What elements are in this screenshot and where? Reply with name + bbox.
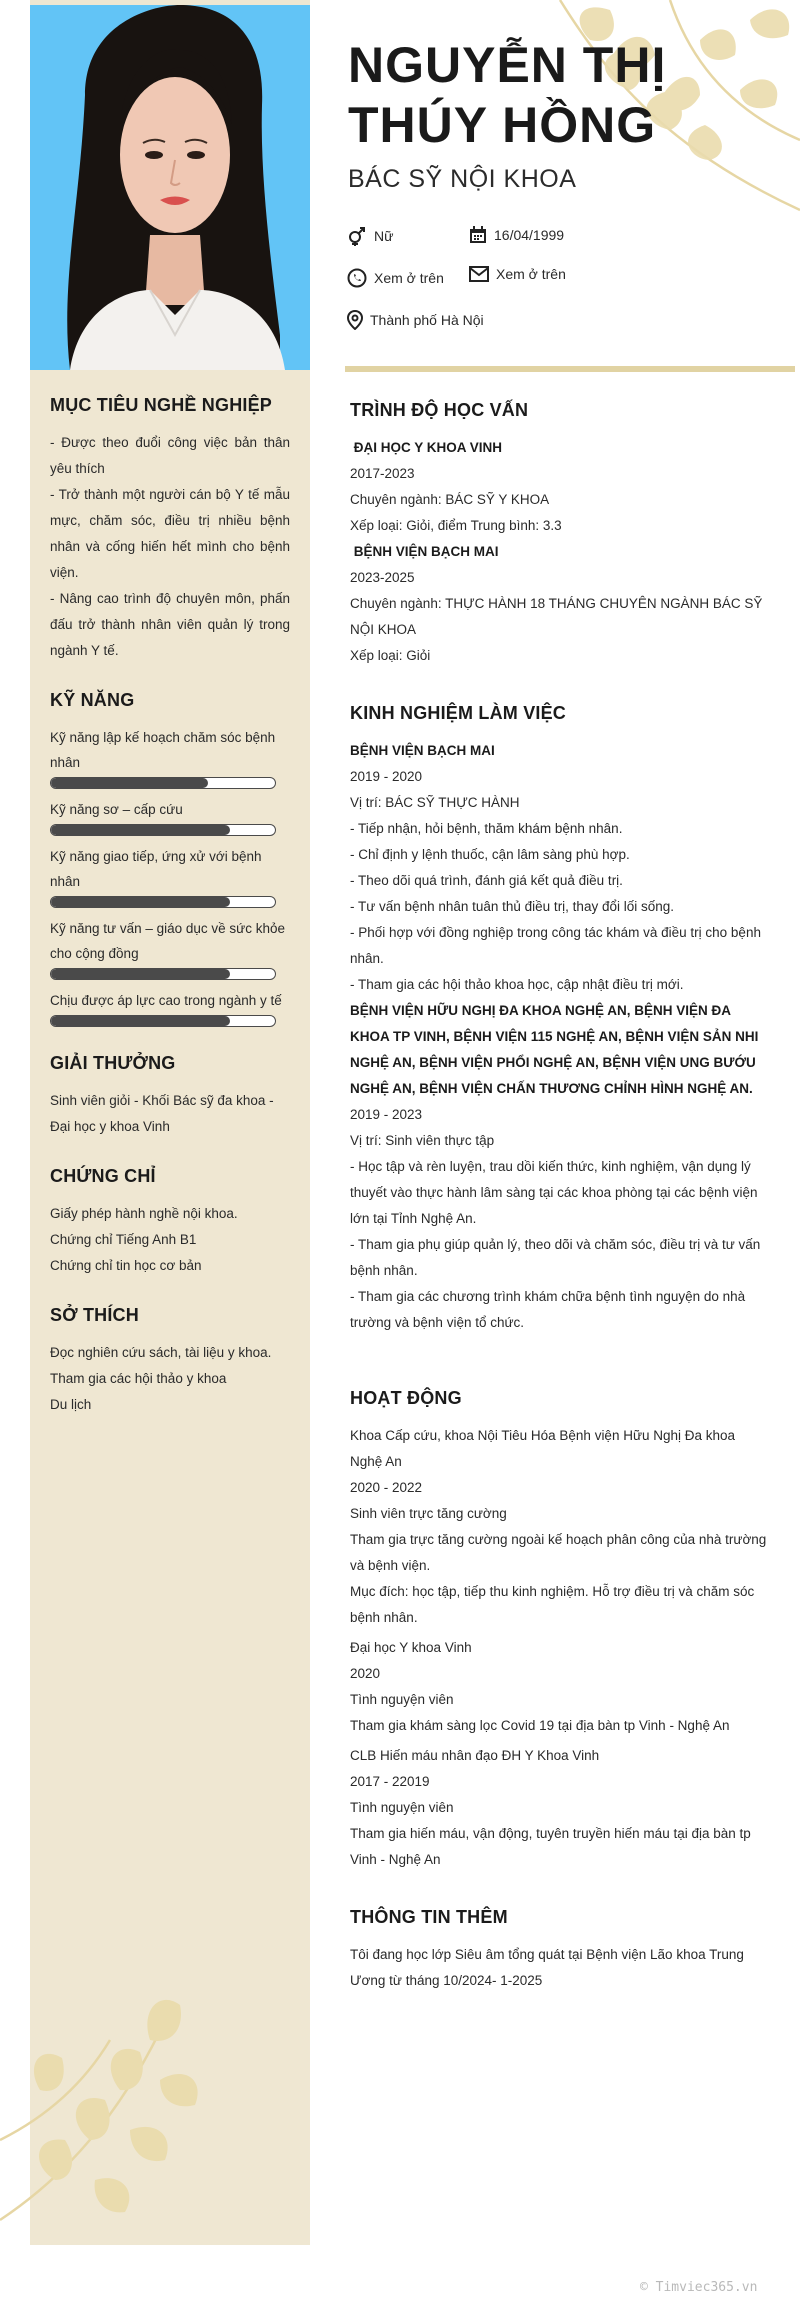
certificates-section bbox=[50, 1166, 290, 1279]
activity-desc: Tham gia hiến máu, vận động, tuyên truyền hiến máu tại địa bàn tp Vinh - Nghệ An bbox=[350, 1826, 751, 1867]
experience-task: - Tham gia các chương trình khám chữa bệnh tình nguyện do nhà trường và bệnh viện tổ chức. bbox=[350, 1289, 746, 1330]
sidebar bbox=[30, 0, 310, 2245]
experience-title: KINH NGHIỆM LÀM VIỆC bbox=[350, 703, 567, 723]
header bbox=[348, 35, 778, 194]
education-grade: Xếp loại: Giỏi bbox=[350, 648, 431, 663]
activity-desc: Tham gia khám sàng lọc Covid 19 tại địa bàn tp Vinh - Nghệ An bbox=[350, 1718, 730, 1733]
company-name: BỆNH VIỆN BẠCH MAI bbox=[350, 743, 495, 758]
experience-task: - Tư vấn bệnh nhân tuân thủ điều trị, thay đổi lối sống. bbox=[350, 899, 674, 914]
activity-desc: Tham gia trực tăng cường ngoài kế hoạch phân công của nhà trường và bệnh viện. bbox=[350, 1532, 767, 1573]
hobbies-section bbox=[50, 1305, 290, 1418]
skill-name: Kỹ năng sơ – cấp cứu bbox=[50, 802, 183, 817]
hobbies-title: SỞ THÍCH bbox=[50, 1305, 139, 1325]
address-item bbox=[347, 310, 484, 330]
email-value: Xem ở trên bbox=[496, 266, 566, 282]
phone-icon bbox=[347, 268, 367, 288]
objective-line: - Trở thành một người cán bộ Y tế mẫu mực, chăm sóc, điều trị nhiều bệnh nhân và cống hiến hết mình cho bệnh viện. bbox=[50, 487, 290, 580]
activity-item bbox=[350, 1423, 770, 1631]
skill-bar bbox=[50, 1015, 276, 1027]
skill-fill bbox=[51, 778, 208, 788]
skill-fill bbox=[51, 897, 230, 907]
skill-fill bbox=[51, 825, 230, 835]
profile-photo bbox=[30, 5, 310, 370]
activity-org: CLB Hiến máu nhân đạo ĐH Y Khoa Vinh bbox=[350, 1748, 600, 1763]
skill-name: Chịu được áp lực cao trong ngành y tế bbox=[50, 993, 282, 1008]
skill-item bbox=[50, 916, 290, 980]
phone-item bbox=[347, 268, 444, 288]
gender-icon bbox=[347, 226, 367, 246]
awards-title: GIẢI THƯỞNG bbox=[50, 1053, 176, 1073]
experience-task: - Chỉ định y lệnh thuốc, cận lâm sàng phù hợp. bbox=[350, 847, 630, 862]
certificates-title: CHỨNG CHỈ bbox=[50, 1166, 156, 1186]
skills-title: KỸ NĂNG bbox=[50, 690, 135, 710]
skill-bar bbox=[50, 777, 276, 789]
activity-period: 2017 - 22019 bbox=[350, 1774, 430, 1789]
education-section bbox=[350, 400, 770, 669]
award-line: Sinh viên giỏi - Khối Bác sỹ đa khoa - Đại học y khoa Vinh bbox=[50, 1093, 274, 1134]
school-name: BỆNH VIỆN BẠCH MAI bbox=[350, 544, 499, 559]
gender-item bbox=[347, 226, 393, 246]
education-item bbox=[350, 539, 770, 669]
experience-period: 2019 - 2023 bbox=[350, 1107, 423, 1122]
skill-name: Kỹ năng lập kế hoạch chăm sóc bệnh nhân bbox=[50, 730, 276, 770]
activity-role: Sinh viên trực tăng cường bbox=[350, 1506, 507, 1521]
experience-period: 2019 - 2020 bbox=[350, 769, 423, 784]
certificate-line: Chứng chỉ Tiếng Anh B1 bbox=[50, 1232, 197, 1247]
skill-item bbox=[50, 797, 290, 836]
activity-desc: Mục đích: học tập, tiếp thu kinh nghiệm. Hỗ trợ điều trị và chăm sóc bệnh nhân. bbox=[350, 1584, 755, 1625]
hobby-line: Tham gia các hội thảo y khoa bbox=[50, 1371, 227, 1386]
experience-task: - Tham gia phụ giúp quản lý, theo dõi và chăm sóc, điều trị và tư vấn bệnh nhân. bbox=[350, 1237, 761, 1278]
activities-section bbox=[350, 1388, 770, 1873]
activity-role: Tình nguyện viên bbox=[350, 1800, 454, 1815]
awards-section bbox=[50, 1053, 290, 1140]
education-major: Chuyên ngành: BÁC SỸ Y KHOA bbox=[350, 492, 550, 507]
objective-line: - Được theo đuổi công việc bản thân yêu thích bbox=[50, 435, 290, 476]
education-grade: Xếp loại: Giỏi, điểm Trung bình: 3.3 bbox=[350, 518, 562, 533]
experience-position: Vị trí: Sinh viên thực tập bbox=[350, 1133, 495, 1148]
education-period: 2023-2025 bbox=[350, 570, 415, 585]
skills-section bbox=[50, 690, 290, 1027]
activity-period: 2020 - 2022 bbox=[350, 1480, 423, 1495]
experience-task: - Theo dõi quá trình, đánh giá kết quả điều trị. bbox=[350, 873, 623, 888]
company-name: BỆNH VIỆN HỮU NGHỊ ĐA KHOA NGHỆ AN, BỆNH VIỆN ĐA KHOA TP VINH, BỆNH VIỆN 115 NGHỆ AN, BỆNH VIỆN SẢN NHI NGHỆ AN, BỆNH VIỆN PHỔI NGHỆ AN, BỆNH VIỆN UNG BƯỚU NGHỆ AN, BỆNH VIỆN CHẤN THƯƠNG CHỈNH HÌNH NGHỆ AN. bbox=[350, 1003, 759, 1096]
header-divider bbox=[345, 366, 795, 372]
gender-value: Nữ bbox=[374, 228, 394, 244]
experience-task: - Học tập và rèn luyện, trau dồi kiến thức, kinh nghiệm, vận dụng lý thuyết vào thực hành lâm sàng tại các khoa phòng tại các bệnh viện lớn tại Tỉnh Nghệ An. bbox=[350, 1159, 758, 1226]
hobby-line: Du lịch bbox=[50, 1397, 92, 1412]
activity-org: Đại học Y khoa Vinh bbox=[350, 1640, 472, 1655]
activity-role: Tình nguyện viên bbox=[350, 1692, 454, 1707]
experience-position: Vị trí: BÁC SỸ THỰC HÀNH bbox=[350, 795, 520, 810]
certificate-line: Chứng chỉ tin học cơ bản bbox=[50, 1258, 202, 1273]
experience-item bbox=[350, 738, 770, 998]
address-value: Thành phố Hà Nội bbox=[370, 312, 484, 328]
activity-period: 2020 bbox=[350, 1666, 381, 1681]
education-major: Chuyên ngành: THỰC HÀNH 18 THÁNG CHUYÊN NGÀNH BÁC SỸ NỘI KHOA bbox=[350, 596, 763, 637]
additional-info-text: Tôi đang học lớp Siêu âm tổng quát tại Bệnh viện Lão khoa Trung Ương từ tháng 10/2024- 1-2025 bbox=[350, 1947, 744, 1988]
objective-line: - Nâng cao trình độ chuyên môn, phấn đấu trở thành nhân viên quản lý trong ngành Y tế. bbox=[50, 591, 290, 658]
right-column bbox=[350, 400, 770, 2028]
experience-section bbox=[350, 703, 770, 1336]
skill-bar bbox=[50, 968, 276, 980]
dob-item bbox=[469, 226, 564, 244]
watermark: © Timviec365.vn bbox=[640, 2280, 758, 2295]
experience-task: - Tham gia các hội thảo khoa học, cập nhật điều trị mới. bbox=[350, 977, 684, 992]
experience-item bbox=[350, 998, 770, 1336]
calendar-icon bbox=[469, 226, 487, 244]
objective-section bbox=[50, 395, 290, 664]
location-pin-icon bbox=[347, 310, 363, 330]
left-column bbox=[50, 395, 290, 1444]
email-icon bbox=[469, 266, 489, 282]
candidate-name: THÚY HỒNG bbox=[348, 97, 657, 153]
dob-value: 16/04/1999 bbox=[494, 227, 565, 243]
skill-fill bbox=[51, 1016, 230, 1026]
skill-name: Kỹ năng tư vấn – giáo dục về sức khỏe cho cộng đồng bbox=[50, 921, 285, 961]
leaf-decoration-icon bbox=[0, 1980, 300, 2250]
additional-info-title: THÔNG TIN THÊM bbox=[350, 1907, 508, 1927]
activity-org: Khoa Cấp cứu, khoa Nội Tiêu Hóa Bệnh viện Hữu Nghị Đa khoa Nghệ An bbox=[350, 1428, 736, 1469]
hobby-line: Đọc nghiên cứu sách, tài liệu y khoa. bbox=[50, 1345, 272, 1360]
skill-item bbox=[50, 725, 290, 789]
activities-title: HOẠT ĐỘNG bbox=[350, 1388, 462, 1408]
education-title: TRÌNH ĐỘ HỌC VẤN bbox=[350, 400, 529, 420]
skill-fill bbox=[51, 969, 230, 979]
certificate-line: Giấy phép hành nghề nội khoa. bbox=[50, 1206, 238, 1221]
candidate-name: NGUYỄN THỊ bbox=[348, 37, 667, 93]
activity-item bbox=[350, 1635, 770, 1739]
skill-item bbox=[50, 988, 290, 1027]
education-item bbox=[350, 435, 770, 539]
job-title: BÁC SỸ NỘI KHOA bbox=[348, 165, 577, 193]
skill-bar bbox=[50, 824, 276, 836]
additional-info-section bbox=[350, 1907, 770, 1994]
skill-item bbox=[50, 844, 290, 908]
skill-bar bbox=[50, 896, 276, 908]
email-item bbox=[469, 266, 566, 282]
objective-title: MỤC TIÊU NGHỀ NGHIỆP bbox=[50, 395, 273, 415]
activity-item bbox=[350, 1743, 770, 1873]
phone-value: Xem ở trên bbox=[374, 270, 444, 286]
education-period: 2017-2023 bbox=[350, 466, 415, 481]
experience-task: - Tiếp nhận, hỏi bệnh, thăm khám bệnh nhân. bbox=[350, 821, 623, 836]
experience-task: - Phối hợp với đồng nghiệp trong công tác khám và điều trị cho bệnh nhân. bbox=[350, 925, 761, 966]
school-name: ĐẠI HỌC Y KHOA VINH bbox=[350, 440, 503, 455]
skill-name: Kỹ năng giao tiếp, ứng xử với bệnh nhân bbox=[50, 849, 262, 889]
